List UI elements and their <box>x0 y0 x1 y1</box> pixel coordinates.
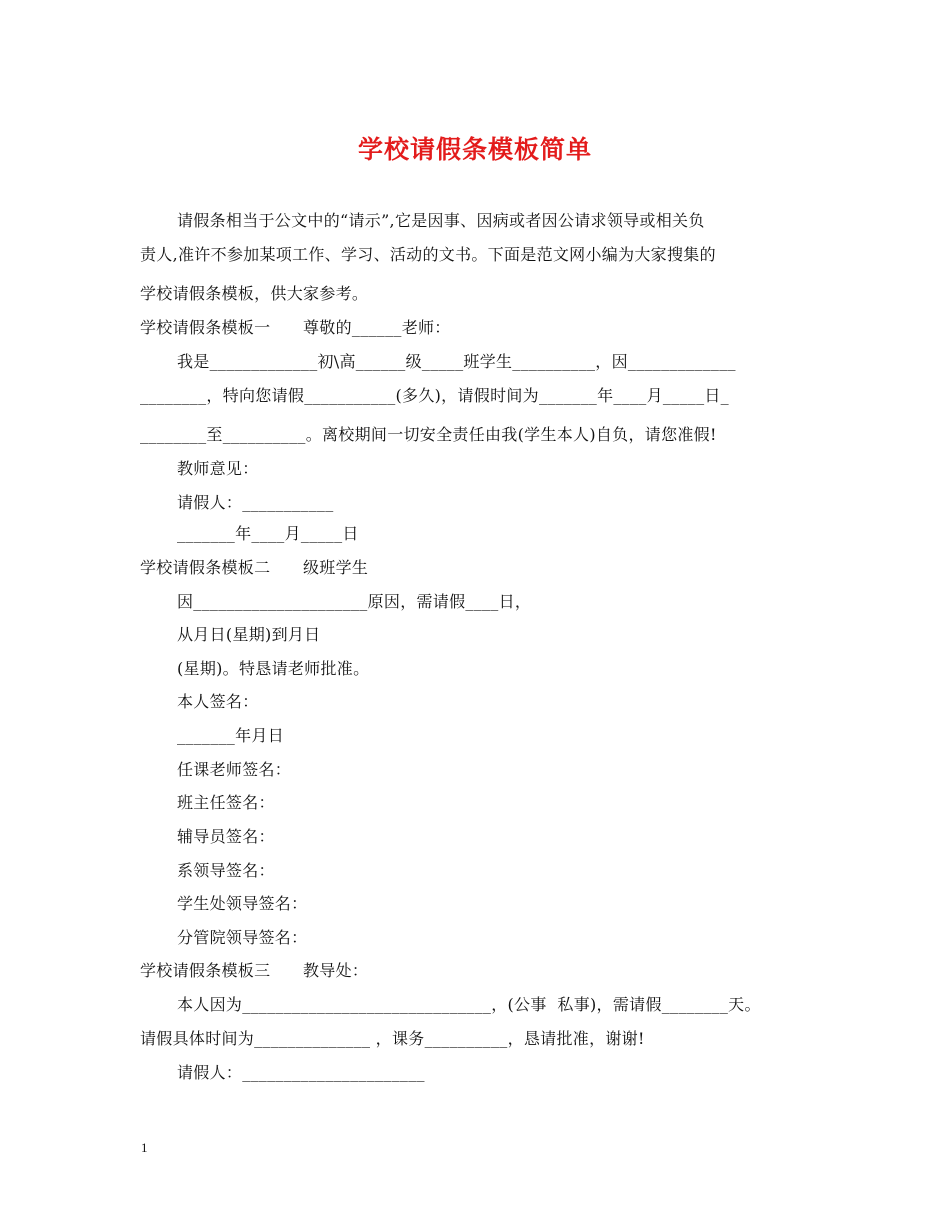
document-title: 学校请假条模板简单 <box>357 135 592 164</box>
template2-date: _______年月日 <box>177 726 284 745</box>
template3-heading: 学校请假条模板三 教导处： <box>140 961 369 980</box>
template1-body-line-3: ________至__________。离校期间一切安全责任由我(学生本人)自负，请您准假! <box>140 425 717 444</box>
intro-line-1: 请假条相当于公文中的“请示”,它是因事、因病或者因公请求领导或相关负 <box>177 211 705 230</box>
template2-line: 从月日(星期)到月日 <box>177 625 321 644</box>
page-number: 1 <box>141 1140 148 1155</box>
template2-signature: 学生处领导签名： <box>177 894 308 913</box>
template3-body-line-1: 本人因为______________________________，(公事 私事)，需请假________天。 <box>177 995 761 1014</box>
template2-heading: 学校请假条模板二 级班学生 <box>140 558 369 577</box>
template1-heading: 学校请假条模板一 尊敬的______老师： <box>140 318 451 337</box>
template1-body-line-2: ________，特向您请假___________(多久)，请假时间为_______年____月_____日_ <box>140 386 729 405</box>
template2-signature: 系领导签名： <box>177 861 275 880</box>
template2-signature: 分管院领导签名： <box>177 928 308 947</box>
template1-applicant: 请假人：___________ <box>177 493 334 512</box>
template1-teacher-opinion: 教师意见： <box>177 459 259 478</box>
intro-line-3: 学校请假条模板，供大家参考。 <box>140 284 369 303</box>
template2-line: (星期)。特恳请老师批准。 <box>177 659 370 678</box>
template2-signature: 辅导员签名： <box>177 827 275 846</box>
template3-body-line-2: 请假具体时间为______________ ，课务__________，恳请批准，谢谢! <box>140 1029 645 1048</box>
template2-signature: 班主任签名： <box>177 793 275 812</box>
template3-applicant: 请假人：______________________ <box>177 1063 425 1082</box>
template1-body-line-1: 我是_____________初\高______级_____班学生__________，因_____________ <box>177 352 736 371</box>
intro-line-2: 责人,准许不参加某项工作、学习、活动的文书。下面是范文网小编为大家搜集的 <box>140 245 716 264</box>
template2-signature: 任课老师签名： <box>177 760 292 779</box>
template1-date: _______年____月_____日 <box>177 524 359 543</box>
template2-signature: 本人签名： <box>177 692 259 711</box>
template2-line: 因_____________________原因，需请假____日， <box>177 592 532 611</box>
